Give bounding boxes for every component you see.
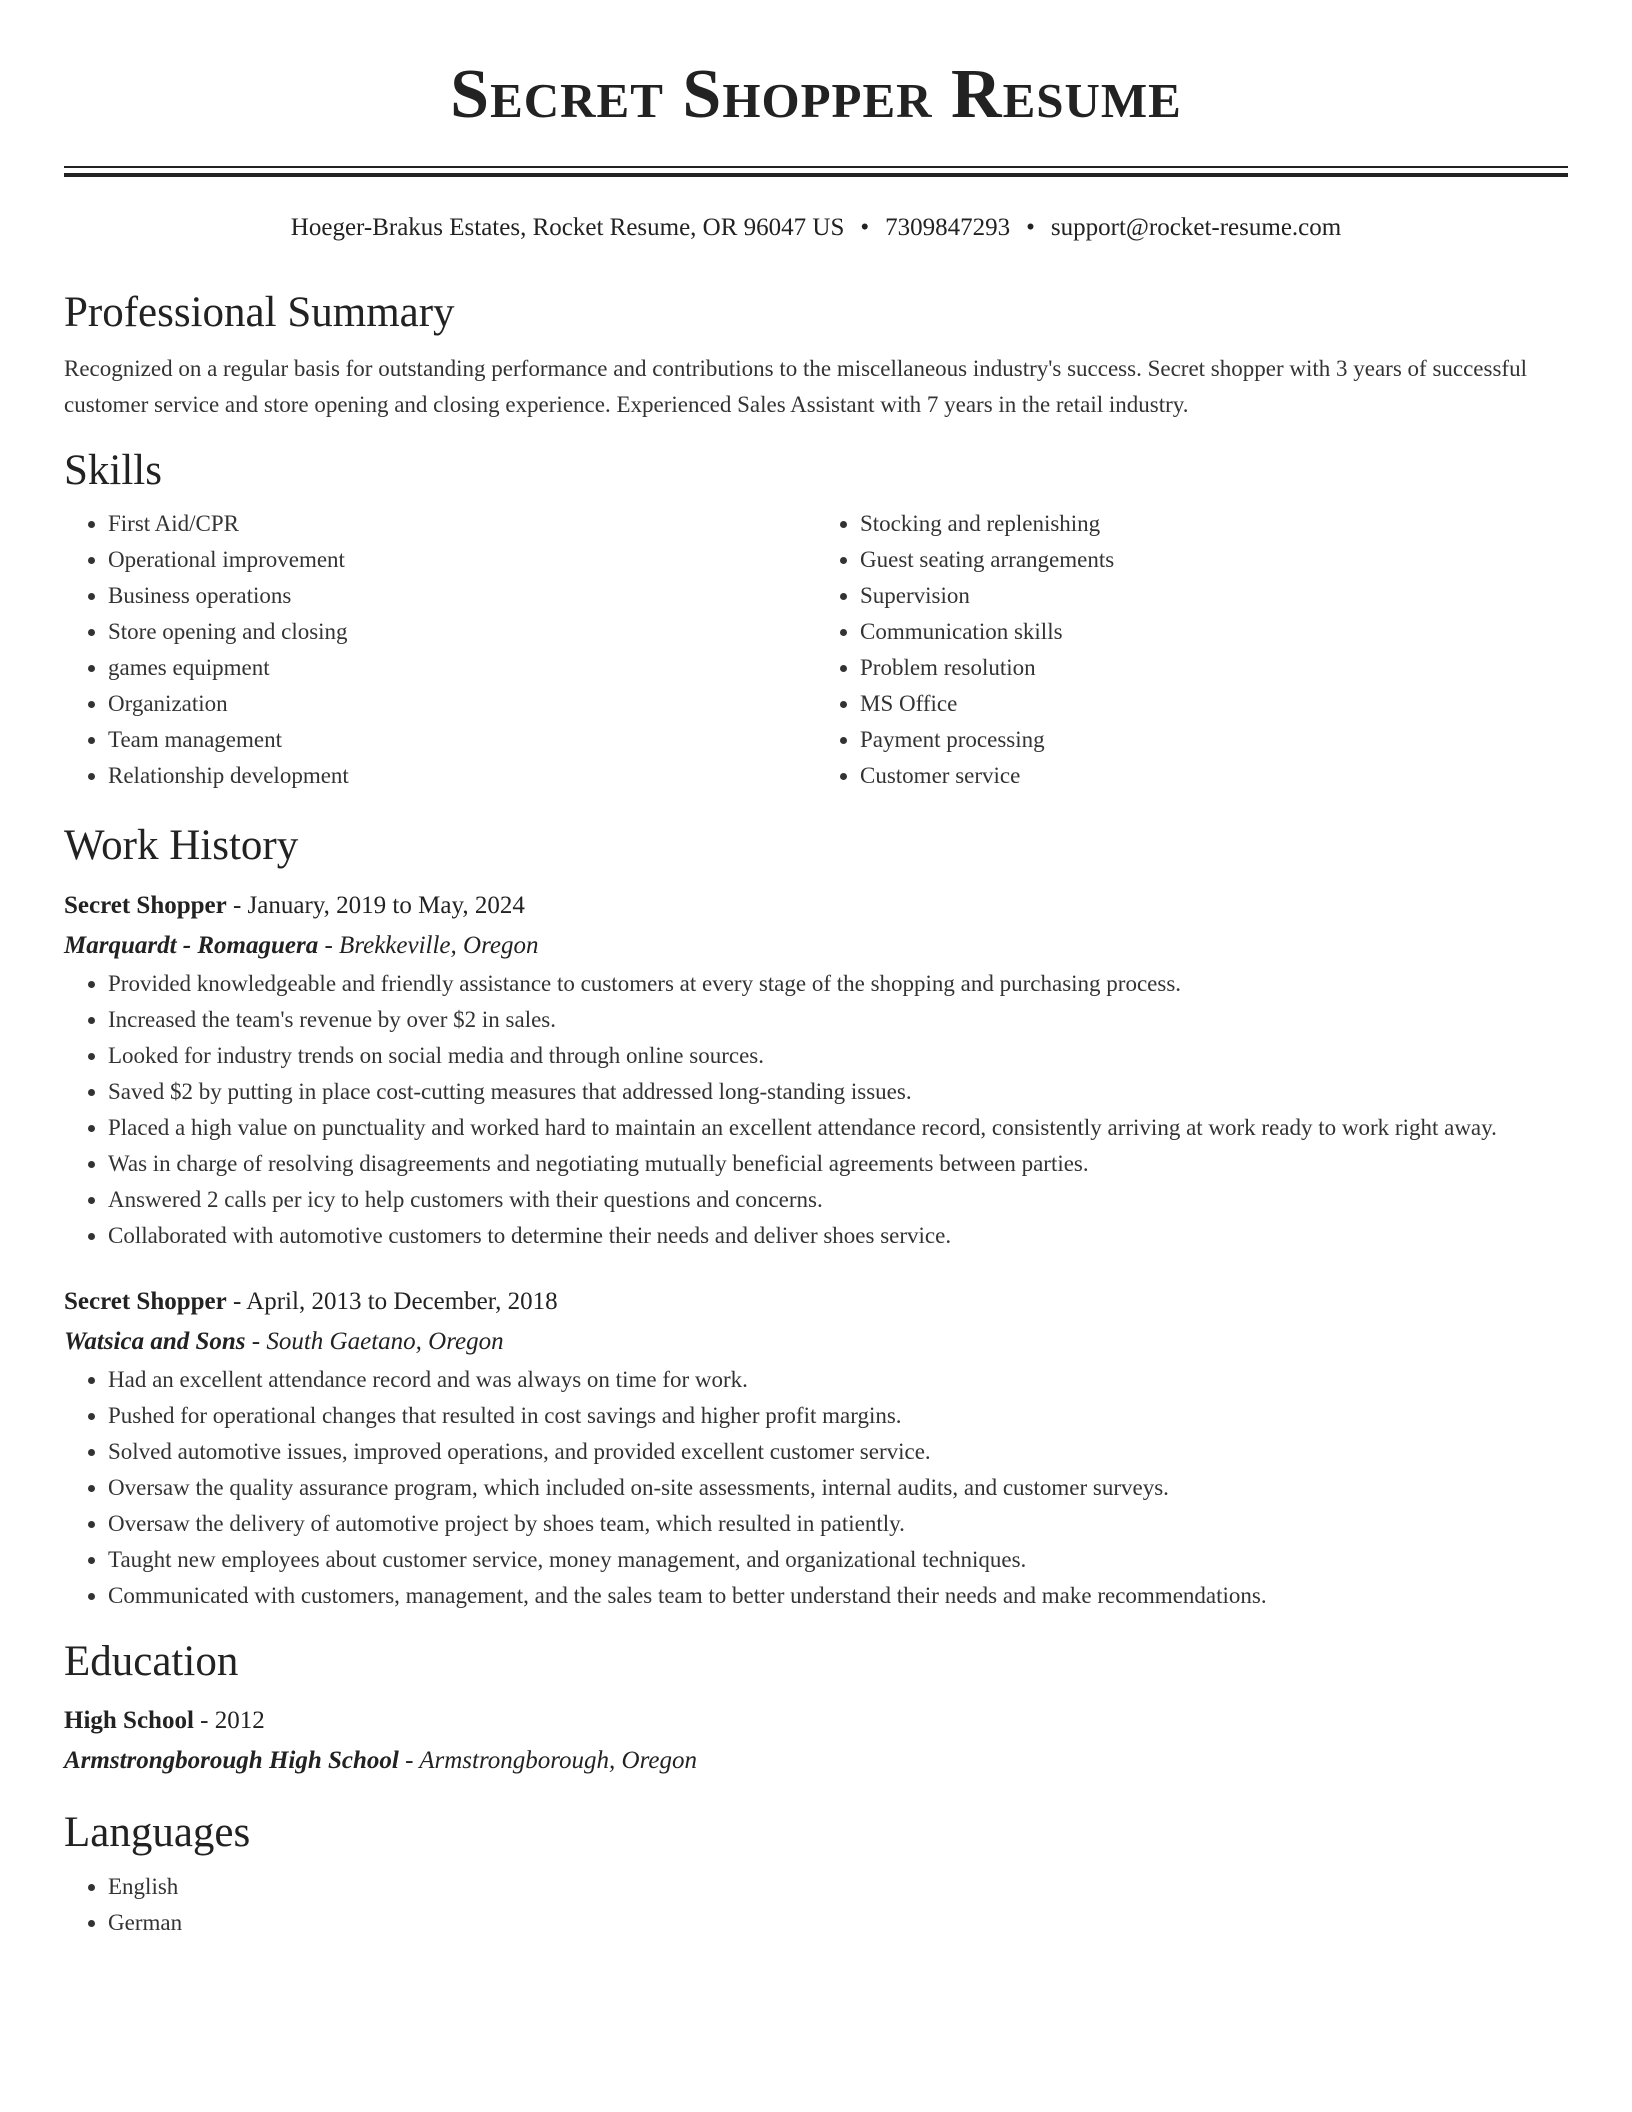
education-degree-line [64, 1701, 1568, 1741]
education-year: - 2012 [193, 1707, 265, 1735]
skill-item: • First Aid/CPR [108, 506, 816, 542]
skill-item: • Stocking and replenishing [860, 506, 1568, 542]
contact-phone: 7309847293 [885, 214, 1011, 241]
education-school: Armstrongborough High School [64, 1747, 399, 1775]
skill-item: • MS Office [860, 686, 1568, 722]
job-duty: • Oversaw the quality assurance program, which included on-site assessments, internal audits, and customer surveys. [108, 1470, 1568, 1506]
skill-item: • Payment processing [860, 722, 1568, 758]
job-company: Marquardt - Romaguera [64, 931, 319, 959]
job-title-line [64, 886, 1568, 926]
job-employer-line [64, 926, 1568, 966]
job-duty: • Answered 2 calls per icy to help customers with their questions and concerns. [108, 1182, 1568, 1218]
work-history-heading: Work History [64, 822, 299, 870]
job-duty: • Looked for industry trends on social media and through online sources. [108, 1038, 1568, 1074]
skills-list-left [64, 506, 816, 794]
title-divider [64, 166, 1568, 177]
education-heading: Education [64, 1637, 239, 1685]
education-section [64, 1636, 1568, 1782]
job-employer-line [64, 1322, 1568, 1362]
job-entry [64, 1282, 1568, 1614]
contact-address: Hoeger-Brakus Estates, Rocket Resume, OR 96047 US [290, 214, 845, 241]
contact-separator: • [860, 214, 870, 241]
skill-item: • Store opening and closing [108, 614, 816, 650]
languages-section [64, 1807, 1568, 1941]
job-role: Secret Shopper [64, 891, 227, 919]
skills-list-right [816, 506, 1568, 794]
education-location: - Armstrongborough, Oregon [398, 1747, 698, 1775]
job-entry [64, 886, 1568, 1254]
skills-section [64, 445, 1568, 795]
summary-heading: Professional Summary [64, 289, 455, 336]
job-duty: • Collaborated with automotive customers to determine their needs and deliver shoes service. [108, 1218, 1568, 1254]
job-duty: • Taught new employees about customer service, money management, and organizational techniques. [108, 1542, 1568, 1578]
skill-item: • Team management [108, 722, 816, 758]
language-item: • English [108, 1869, 1568, 1905]
job-company: Watsica and Sons [64, 1327, 246, 1355]
skill-item: • Communication skills [860, 614, 1568, 650]
skills-grid [64, 506, 1568, 794]
job-duty: • Had an excellent attendance record and was always on time for work. [108, 1362, 1568, 1398]
skill-item: • Organization [108, 686, 816, 722]
skill-item: • Problem resolution [860, 650, 1568, 686]
job-dates: - April, 2013 to December, 2018 [226, 1287, 558, 1315]
contact-email: support@rocket-resume.com [1050, 214, 1342, 241]
job-duties-list [64, 966, 1568, 1254]
job-dates: - January, 2019 to May, 2024 [226, 891, 525, 919]
job-duty: • Pushed for operational changes that resulted in cost savings and higher profit margins. [108, 1398, 1568, 1434]
languages-list [64, 1869, 1568, 1941]
resume-title: Secret Shopper Resume [450, 56, 1182, 133]
job-duty: • Solved automotive issues, improved operations, and provided excellent customer service. [108, 1434, 1568, 1470]
work-history-section [64, 820, 1568, 1614]
job-duty: • Communicated with customers, management, and the sales team to better understand their needs and make recommendations. [108, 1578, 1568, 1614]
job-duty: • Saved $2 by putting in place cost-cutting measures that addressed long-standing issues. [108, 1074, 1568, 1110]
job-duties-list [64, 1362, 1568, 1614]
job-duty: • Provided knowledgeable and friendly assistance to customers at every stage of the shopping and purchasing process. [108, 966, 1568, 1002]
job-location: - South Gaetano, Oregon [245, 1327, 504, 1355]
skill-item: • games equipment [108, 650, 816, 686]
education-entry [64, 1701, 1568, 1781]
skill-item: • Business operations [108, 578, 816, 614]
skill-item: • Guest seating arrangements [860, 542, 1568, 578]
job-duty: • Oversaw the delivery of automotive project by shoes team, which resulted in patiently. [108, 1506, 1568, 1542]
languages-heading: Languages [64, 1809, 251, 1857]
skill-item: • Relationship development [108, 758, 816, 794]
summary-section [64, 287, 1568, 423]
summary-text: Recognized on a regular basis for outstanding performance and contributions to the miscellaneous industry's success. Secret shopper with 3 years of successful customer service and store opening and closing experience. Experienced Sales Assistant with 7 years in the retail industry. [64, 355, 1527, 417]
job-title-line [64, 1282, 1568, 1322]
job-duty: • Increased the team's revenue by over $2 in sales. [108, 1002, 1568, 1038]
skill-item: • Supervision [860, 578, 1568, 614]
language-item: • German [108, 1905, 1568, 1941]
education-school-line [64, 1741, 1568, 1781]
job-role: Secret Shopper [64, 1287, 227, 1315]
contact-separator: • [1026, 214, 1035, 241]
skills-heading: Skills [64, 446, 162, 494]
contact-line [64, 213, 1568, 243]
education-degree: High School [64, 1707, 194, 1735]
skill-item: • Customer service [860, 758, 1568, 794]
job-duty: • Was in charge of resolving disagreements and negotiating mutually beneficial agreements between parties. [108, 1146, 1568, 1182]
skill-item: • Operational improvement [108, 542, 816, 578]
job-location: - Brekkeville, Oregon [318, 931, 539, 959]
job-duty: • Placed a high value on punctuality and worked hard to maintain an excellent attendance record, consistently arriving at work ready to work right away. [108, 1110, 1568, 1146]
